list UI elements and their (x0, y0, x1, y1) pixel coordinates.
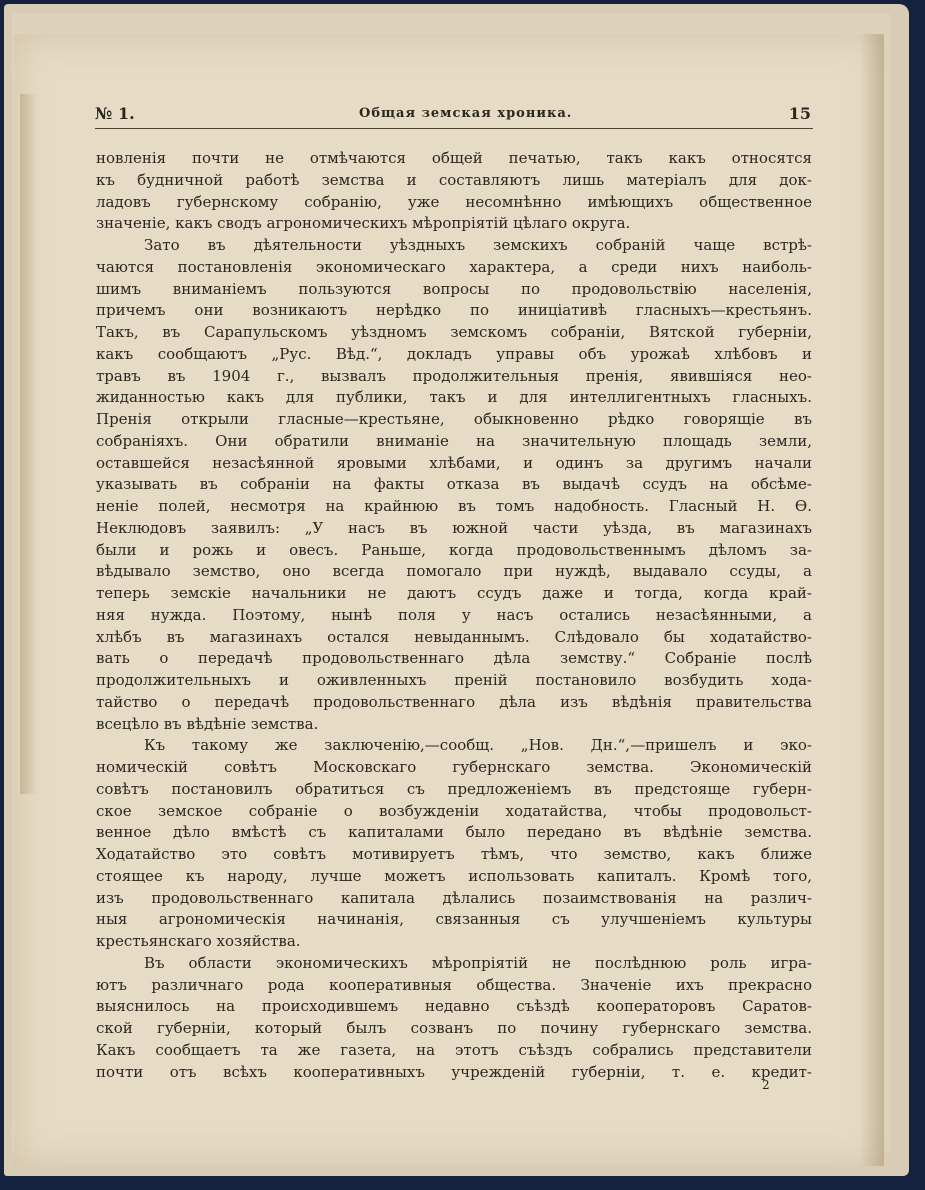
text-line: новленія почти не отмѣчаются общей печатью, такъ какъ относятся (96, 149, 812, 167)
issue-number: № 1. (95, 104, 135, 123)
text-line: ныя агрономическія начинанія, связанныя съ улучшеніемъ культуры (96, 910, 812, 929)
text-line: почти отъ всѣхъ кооперативныхъ учрежденій губерніи, т. е. кредит- (96, 1062, 812, 1081)
text-line: выяснилось на происходившемъ недавно съѣздѣ кооператоровъ Саратов- (96, 997, 812, 1016)
text-line: Въ области экономическихъ мѣропріятій не послѣднюю роль игра- (144, 953, 812, 972)
text-line: къ будничной работѣ земства и составляютъ лишь матеріалъ для док- (96, 170, 812, 189)
text-line: чаются постановленія экономическаго характера, а среди нихъ наиболь- (96, 257, 812, 276)
text-line: оставшейся незасѣянной яровыми хлѣбами, и одинъ за другимъ начали (96, 453, 812, 472)
page-number: 15 (788, 104, 811, 123)
text-line: ладовъ губернскому собранію, уже несомнѣнно имѣющихъ общественное (96, 192, 812, 211)
signature-mark: 2 (762, 1078, 770, 1092)
section-title: Общая земская хроника. (359, 106, 573, 121)
text-line: продолжительныхъ и оживленныхъ преній постановило возбудить хода- (96, 671, 812, 689)
text-line: вать о передачѣ продовольственнаго дѣла земству.“ Собраніе послѣ (96, 649, 812, 668)
running-header (95, 104, 813, 130)
text-line: значеніе, какъ сводъ агрономическихъ мѣропріятій цѣлаго округа. (96, 214, 631, 233)
text-line: тайство о передачѣ продовольственнаго дѣла изъ вѣдѣнія правительства (96, 692, 812, 711)
text-line: указывать въ собраніи на факты отказа въ выдачѣ ссудъ на обсѣме- (96, 475, 812, 494)
text-line: были и рожь и овесъ. Раньше, когда продовольственнымъ дѣломъ за- (96, 540, 812, 559)
text-line: изъ продовольственнаго капитала дѣлались позаимствованія на различ- (96, 888, 812, 907)
text-line: Неклюдовъ заявилъ: „У насъ въ южной части уѣзда, въ магазинахъ (96, 518, 812, 537)
text-line: Ходатайство это совѣтъ мотивируетъ тѣмъ, что земство, какъ ближе (96, 845, 812, 863)
text-line: вѣдывало земство, оно всегда помогало при нуждѣ, выдавало ссуды, а (96, 562, 812, 581)
text-line: ютъ различнаго рода кооперативныя общества. Значеніе ихъ прекрасно (96, 975, 812, 994)
body-text (96, 148, 812, 1083)
text-line: ское земское собраніе о возбужденіи ходатайства, чтобы продовольст- (96, 801, 812, 820)
text-line: крестьянскаго хозяйства. (96, 932, 301, 950)
page-stain (20, 94, 38, 794)
text-line: шимъ вниманіемъ пользуются вопросы по продовольствію населенія, (96, 279, 812, 298)
text-line: номическій совѣтъ Московскаго губернскаго земства. Экономическій (96, 758, 812, 776)
text-line: хлѣбъ въ магазинахъ остался невыданнымъ. Слѣдовало бы ходатайство- (96, 627, 812, 646)
text-line: Къ такому же заключенію,—сообщ. „Нов. Дн.“,—пришелъ и эко- (144, 736, 812, 755)
text-line: какъ сообщаютъ „Рус. Вѣд.“, докладъ управы объ урожаѣ хлѣбовъ и (96, 344, 812, 363)
text-line: Такъ, въ Сарапульскомъ уѣздномъ земскомъ собраніи, Вятской губерніи, (96, 323, 812, 341)
text-line: венное дѣло вмѣстѣ съ капиталами было передано въ вѣдѣніе земства. (96, 823, 812, 842)
text-line: совѣтъ постановилъ обратиться съ предложеніемъ въ предстояще губерн- (96, 779, 812, 798)
text-line: собраніяхъ. Они обратили вниманіе на значительную площадь земли, (96, 431, 812, 450)
page-shade (860, 34, 884, 1166)
text-line: причемъ они возникаютъ нерѣдко по иниціативѣ гласныхъ—крестьянъ. (96, 301, 812, 320)
text-line: жиданностью какъ для публики, такъ и для интеллигентныхъ гласныхъ. (96, 388, 812, 407)
text-line: всецѣло въ вѣдѣніе земства. (96, 714, 319, 733)
header-rule (95, 128, 813, 129)
text-line: стоящее къ народу, лучше можетъ использовать капиталъ. Кромѣ того, (96, 866, 812, 885)
text-line: Зато въ дѣятельности уѣздныхъ земскихъ собраній чаще встрѣ- (144, 236, 812, 254)
text-line: Пренія открыли гласные—крестьяне, обыкновенно рѣдко говорящіе въ (96, 410, 812, 428)
text-line: ской губерніи, который былъ созванъ по почину губернскаго земства. (96, 1019, 812, 1037)
text-line: травъ въ 1904 г., вызвалъ продолжительныя пренія, явившіяся нео- (96, 366, 812, 385)
text-line: Какъ сообщаетъ та же газета, на этотъ съѣздъ собрались представители (96, 1040, 812, 1059)
text-line: неніе полей, несмотря на крайнюю въ томъ надобность. Гласный Н. Ѳ. (96, 497, 812, 515)
text-line: няя нужда. Поэтому, нынѣ поля у насъ остались незасѣянными, а (96, 605, 812, 624)
text-line: теперь земскіе начальники не даютъ ссудъ даже и тогда, когда край- (96, 584, 812, 602)
